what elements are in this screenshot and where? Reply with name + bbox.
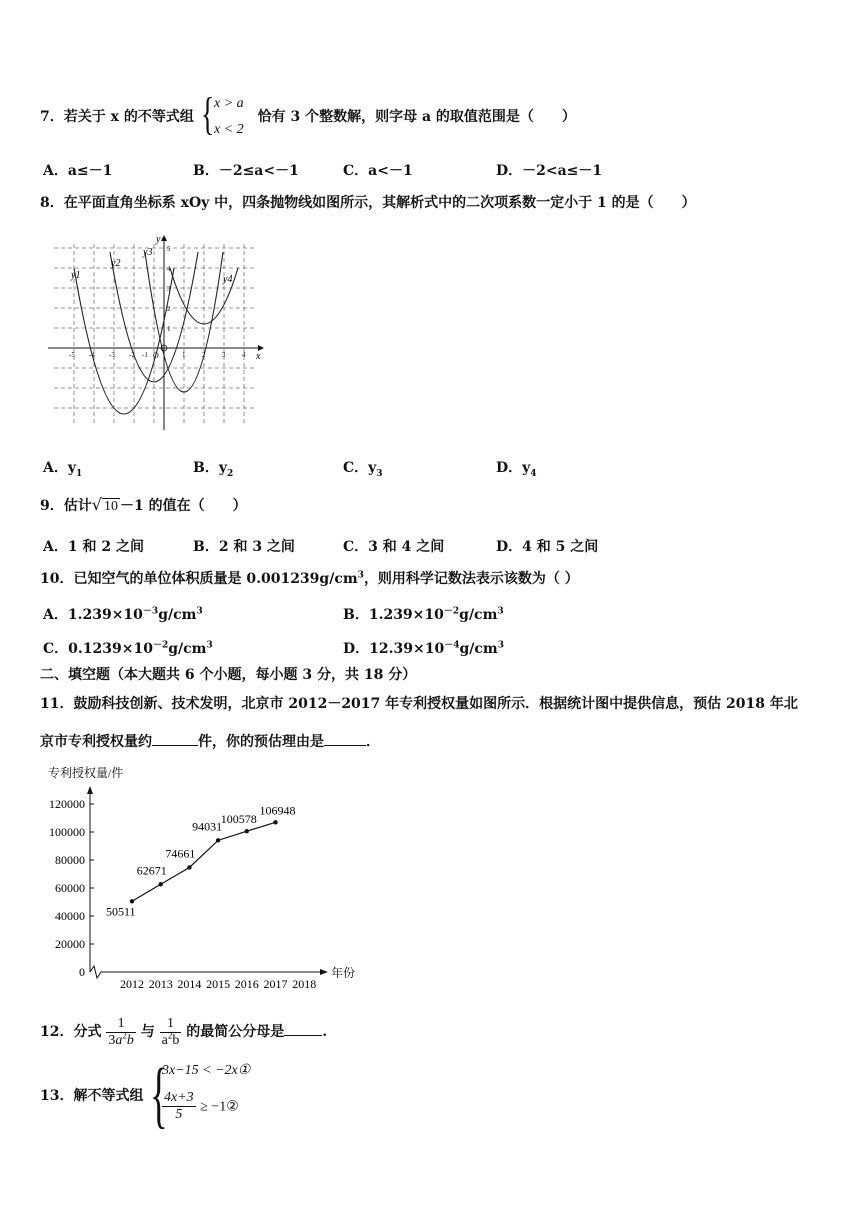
q7-option-b: B．－2≤a<－1 (193, 163, 299, 179)
q7-option-c: C．a<－1 (343, 163, 413, 179)
q8-option-b: B．$y_2$ (193, 460, 234, 479)
q13-ineq2: $\frac{4x+3}{5}$ ≥ −1② (164, 1090, 239, 1122)
q9-option-d: D．4 和 5 之间 (496, 539, 599, 555)
y-tick-label: 5 (167, 245, 171, 253)
x-tick-label: 2 (202, 351, 206, 359)
x-tick-label: 2015 (206, 977, 231, 991)
x-tick-label: 2016 (234, 977, 259, 991)
label-y3: y3 (143, 247, 153, 258)
q10-option-c: C．$0.1239\times 10^{-2}g/cm^3$ (43, 640, 213, 657)
chart-xlabel: 年份 (331, 966, 356, 980)
chart-ylabel: 专利授权量/件 (48, 766, 124, 780)
q8-stem: 8．在平面直角坐标系 xOy 中，四条抛物线如图所示，其解析式中的二次项系数一定小于 1 的是（ ） (40, 195, 696, 211)
x-tick-label: 3 (222, 351, 226, 359)
q11-line1: 11．鼓励科技创新、技术发明，北京市 2012－2017 年专利授权量如图所示．根据统计图中提供信息，预估 2018 年北 (40, 696, 798, 712)
q9-option-b: B．2 和 3 之间 (193, 539, 295, 555)
fraction-2: $\frac{1}{a^2b}$ (161, 1015, 180, 1048)
q9-option-c: C．3 和 4 之间 (343, 539, 445, 555)
q13-brace: { (150, 1054, 168, 1136)
y-tick-label: 20000 (55, 937, 85, 951)
data-point (273, 820, 277, 824)
data-point (159, 882, 163, 886)
origin-label: O (153, 351, 159, 360)
data-label: 62671 (136, 863, 167, 878)
y-tick-label: 100000 (49, 825, 85, 839)
y-tick-label: 4 (167, 265, 171, 273)
q10-option-d: D．$12.39\times 10^{-4}g/cm^3$ (343, 640, 504, 657)
x-tick-label: 4 (242, 351, 246, 359)
q13-fraction: $\frac{4x+3}{5}$ (164, 1090, 194, 1122)
data-point (130, 899, 134, 903)
sqrt-sign: √ (91, 495, 102, 514)
patent-line-chart (40, 764, 370, 996)
x-tick-label: -3 (109, 351, 115, 359)
q9-option-a: A．1 和 2 之间 (43, 539, 144, 555)
axis-label-x: x (256, 351, 261, 362)
y-tick-label: 2 (167, 305, 171, 313)
q12-stem: 12．分式 $\frac{1}{3a^2b}$ 与 $\frac{1}{a^2b}$ 的最简公分母是 . (40, 1015, 328, 1048)
x-tick-label: 2013 (148, 977, 173, 991)
data-point (216, 838, 220, 842)
x-tick-label: -5 (69, 351, 75, 359)
x-tick-label: -1 (142, 351, 148, 359)
data-label: 74661 (165, 846, 196, 861)
q13-prefix: 13．解不等式组 (40, 1088, 144, 1104)
answer-blank[interactable] (284, 1021, 322, 1036)
y-tick-label: 120000 (49, 797, 85, 811)
q7-prefix: 7．若关于 x 的不等式组 (40, 109, 194, 125)
q8-option-a: A．$y_1$ (43, 460, 83, 479)
q7-option-d: D．－2<a≤－1 (496, 163, 603, 179)
y-tick-label: 80000 (55, 853, 85, 867)
data-label: 50511 (106, 904, 136, 919)
q8-parabola-graph (40, 232, 270, 432)
section-heading: 二、填空题（本大题共 6 个小题，每小题 3 分，共 18 分） (40, 667, 417, 683)
y-tick-label: 0 (79, 965, 85, 979)
x-tick-label: -2 (129, 351, 135, 359)
q11-line2: 京市专利授权量约 件，你的预估理由是 ． (40, 731, 380, 751)
answer-blank[interactable] (324, 731, 366, 746)
label-y4: y4 (223, 274, 233, 285)
x-tick-label: 2017 (263, 977, 288, 991)
q10-option-a: A．$1.239\times 10^{-3}g/cm^3$ (43, 606, 203, 623)
q7-ineq1: x > a (214, 96, 244, 111)
fraction-1: $\frac{1}{3a^2b}$ (108, 1015, 134, 1048)
q7-option-a: A．a≤－1 (43, 163, 113, 179)
y-tick-label: 1 (167, 325, 171, 333)
data-point (187, 865, 191, 869)
q7-brace: { (201, 88, 215, 139)
q7-suffix: 恰有 3 个整数解，则字母 a 的取值范围是（ ） (257, 109, 576, 125)
label-y1: y1 (71, 270, 81, 281)
label-y2: y2 (111, 258, 121, 269)
y-tick-label: 3 (167, 285, 171, 293)
data-label: 94031 (192, 819, 223, 834)
axis-label-y: y (156, 234, 161, 245)
x-tick-label: 1 (182, 351, 186, 359)
q8-option-d: D．$y_4$ (496, 460, 537, 479)
y-tick-label: 40000 (55, 909, 85, 923)
series-line (132, 822, 276, 901)
x-tick-label: -4 (89, 351, 95, 359)
x-tick-label: 2012 (120, 977, 144, 991)
q7-ineq2: x < 2 (214, 122, 244, 137)
q13-ineq1: 3x−15 < −2x① (162, 1063, 251, 1078)
q7-stem (40, 108, 576, 126)
q9-stem: 9．估计√ 10 －1 的值在（ ） (40, 495, 247, 514)
x-tick-label: 2018 (292, 977, 317, 991)
data-label: 100578 (220, 812, 257, 827)
y-tick-label: 60000 (55, 881, 85, 895)
q10-stem: 10．已知空气的单位体积质量是 $0.001239g/cm^3$，则用科学记数法表示该数为（ ） (40, 570, 579, 587)
answer-blank[interactable] (152, 731, 198, 746)
q10-option-b: B．$1.239\times 10^{-2}g/cm^3$ (343, 606, 504, 623)
data-point (245, 829, 249, 833)
data-label: 106948 (259, 803, 296, 818)
q8-option-c: C．$y_3$ (343, 460, 383, 479)
q9-radicand: 10 (103, 499, 118, 514)
x-tick-label: 2014 (177, 977, 202, 991)
